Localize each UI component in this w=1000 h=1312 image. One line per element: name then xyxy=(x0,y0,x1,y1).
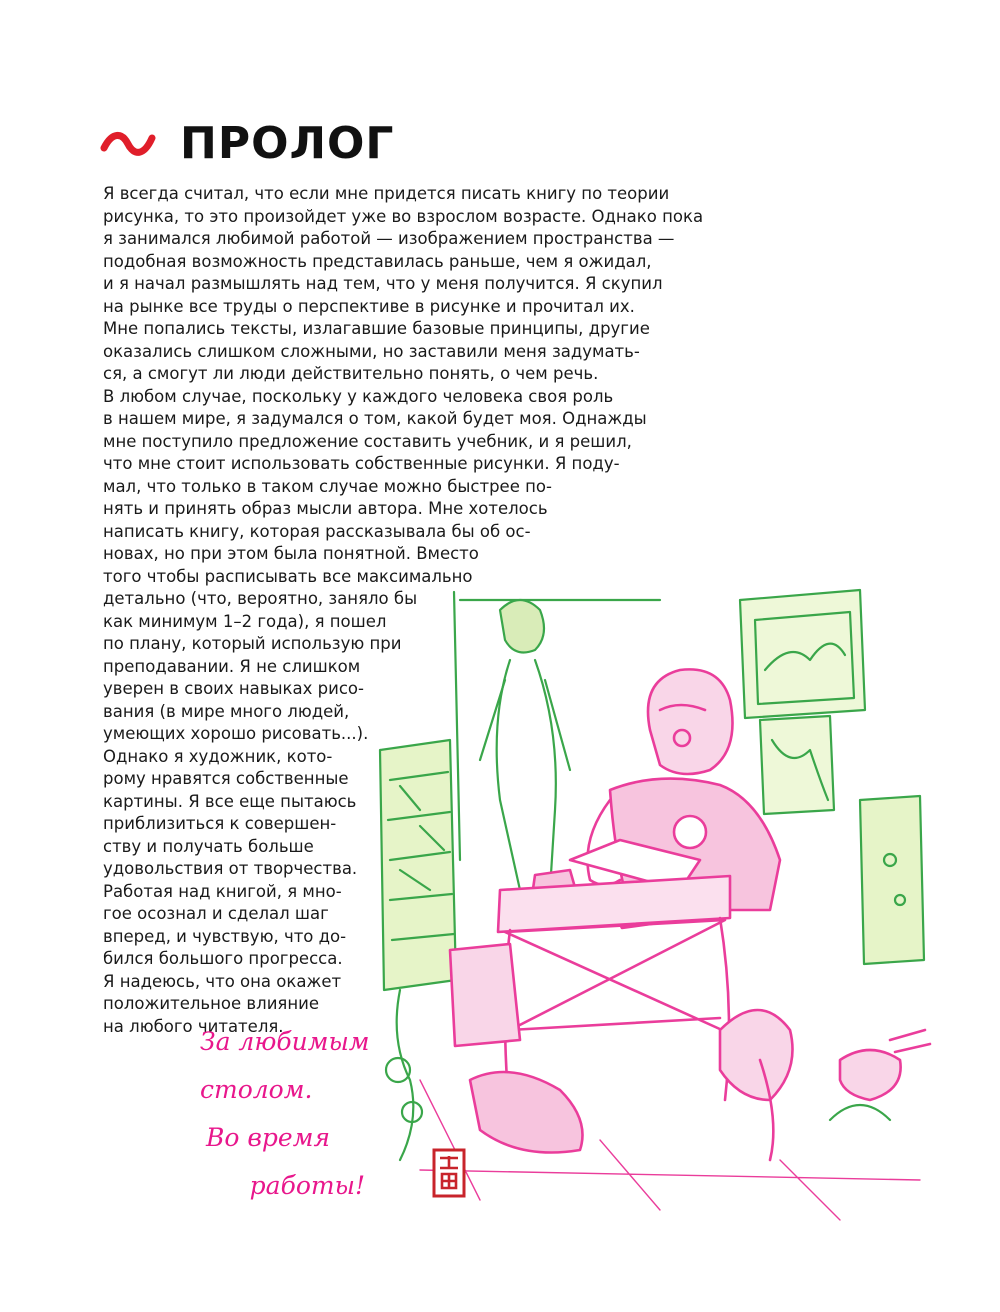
caption-line: За любимым xyxy=(200,1027,370,1056)
caption-line: столом. xyxy=(200,1075,313,1104)
body-text-line: преподавании. Я не слишком xyxy=(103,656,361,676)
body-text-line: приблизиться к совершен- xyxy=(103,814,337,833)
body-text-line: на любого читателя. xyxy=(103,1016,284,1036)
body-text-line: и я начал размышлять над тем, что у меня получится. Я скупил xyxy=(103,274,663,293)
body-text-line: того чтобы расписывать все максимально xyxy=(103,566,473,586)
body-text-line: что мне стоит использовать собственные рисунки. Я поду- xyxy=(103,454,620,473)
illustration-caption xyxy=(200,1018,400,1210)
body-text-line: картины. Я все еще пытаюсь xyxy=(103,791,357,811)
body-text-line: оказались слишком сложными, но заставили меня задумать- xyxy=(103,341,640,361)
body-text-line: написать книгу, которая рассказывала бы об ос- xyxy=(103,521,531,541)
body-text-line: Я всегда считал, что если мне придется писать книгу по теории xyxy=(103,184,670,203)
body-text-line: подобная возможность представилась раньше, чем я ожидал, xyxy=(103,251,652,271)
body-text-line: Однако я художник, кото- xyxy=(103,746,333,766)
body-text-line: нять и принять образ мысли автора. Мне хотелось xyxy=(103,499,548,518)
body-text-line: в нашем мире, я задумался о том, какой будет моя. Однажды xyxy=(103,409,647,428)
red-seal-stamp-icon xyxy=(432,1148,466,1198)
body-text-line: вания (в мире много людей, xyxy=(103,701,350,721)
body-text-line: я занимался любимой работой — изображением пространства — xyxy=(103,229,675,248)
body-text-line: мал, что только в таком случае можно быстрее по- xyxy=(103,476,552,496)
body-text-line: гое осознал и сделал шаг xyxy=(103,904,329,923)
red-tilde-icon xyxy=(100,126,156,162)
body-text-line: мне поступило предложение составить учебник, и я решил, xyxy=(103,431,632,451)
caption-line: работы! xyxy=(249,1171,365,1200)
body-text-line: В любом случае, поскольку у каждого человека своя роль xyxy=(103,386,614,406)
body-text-line: ству и получать больше xyxy=(103,836,314,856)
body-text-line: рому нравятся собственные xyxy=(103,769,349,788)
body-text-line: детально (что, вероятно, заняло бы xyxy=(103,589,418,608)
body-text-line: Работая над книгой, я мно- xyxy=(103,881,342,901)
body-text-line: новах, но при этом была понятной. Вместо xyxy=(103,544,479,563)
body-text-line: ся, а смогут ли люди действительно понять, о чем речь. xyxy=(103,364,599,383)
body-text-line: умеющих хорошо рисовать...). xyxy=(103,724,369,743)
body-text-line: удовольствия от творчества. xyxy=(103,859,358,878)
page-title: ПРОЛОГ xyxy=(180,118,395,169)
body-text-line: рисунка, то это произойдет уже во взрослом возрасте. Однако пока xyxy=(103,206,704,226)
body-text-line: как минимум 1–2 года), я пошел xyxy=(103,611,387,631)
body-text-line: положительное влияние xyxy=(103,994,320,1013)
body-text-line: уверен в своих навыках рисо- xyxy=(103,679,364,698)
body-text-line: вперед, и чувствую, что до- xyxy=(103,926,347,946)
body-text-line: бился большого прогресса. xyxy=(103,949,343,968)
artist-at-desk-illustration xyxy=(360,560,960,1230)
body-text-line: Я надеюсь, что она окажет xyxy=(103,971,342,991)
caption-line: Во время xyxy=(206,1123,330,1152)
body-text-line: на рынке все труды о перспективе в рисунке и прочитал их. xyxy=(103,296,635,316)
body-text-line: по плану, который использую при xyxy=(103,634,402,653)
body-text-line: Мне попались тексты, излагавшие базовые принципы, другие xyxy=(103,319,650,338)
